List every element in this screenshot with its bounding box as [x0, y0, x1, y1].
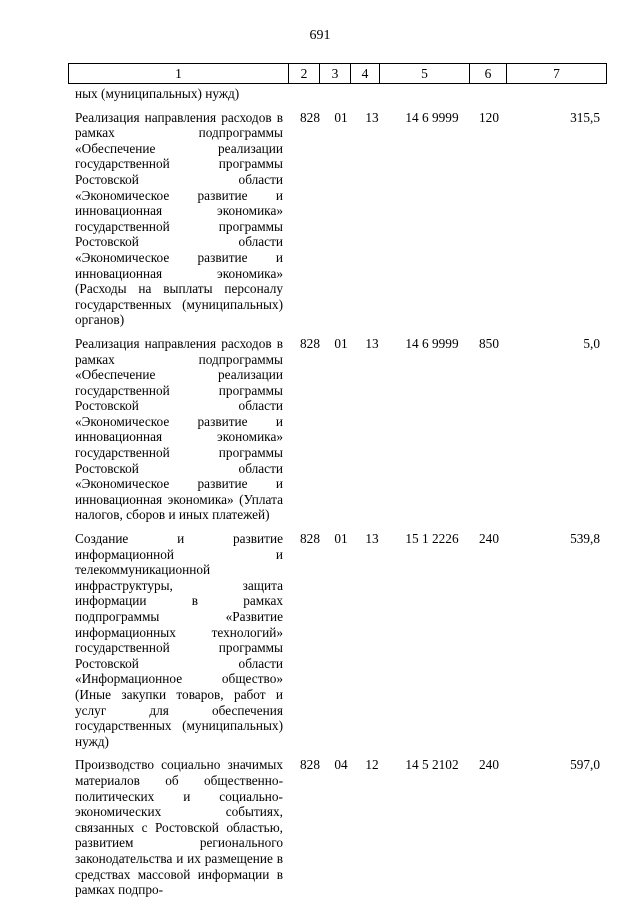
table-body — [75, 86, 605, 898]
row-target-article: 14 5 2102 — [405, 757, 459, 773]
row-code-section: 01 — [334, 531, 348, 547]
header-col-5: 5 — [380, 64, 470, 84]
header-col-4: 4 — [351, 64, 380, 84]
table-row — [75, 531, 605, 749]
header-col-6: 6 — [470, 64, 507, 84]
header-col-7: 7 — [507, 64, 607, 84]
table-row — [75, 757, 605, 897]
page-number: 691 — [309, 28, 331, 43]
row-code-ministry: 828 — [300, 109, 320, 125]
row-description: Реализация направления расходов в рамках подпрограммы «Обеспечение реализации государственной программы Ростовской области «Экономическое развитие и инновационная экономика» государственной программы Ростовской области «Экономическое развитие и инновационная экономика» (Уплата налогов, сборов и иных платежей) — [75, 335, 283, 523]
table-row — [75, 110, 605, 328]
row-code-section: 01 — [334, 335, 348, 351]
row-target-article: 15 1 2226 — [405, 531, 459, 547]
row-description: Создание и развитие информационной и телекоммуникационной инфраструктуры, защита информации в рамках подпрограммы «Развитие информационных технологий» государственной программы Ростовской области «Информационное общество» (Иные закупки товаров, работ и услуг для обеспечения государственных (муниципальных) нужд) — [75, 531, 283, 749]
row-code-subsection: 13 — [365, 531, 379, 547]
row-code-ministry: 828 — [300, 531, 320, 547]
row-expense-type: 120 — [479, 109, 499, 125]
row-description: Реализация направления расходов в рамках подпрограммы «Обеспечение реализации государственной программы Ростовской области «Экономическое развитие и инновационная экономика» государственной программы Ростовской области «Экономическое развитие и инновационная экономика» (Расходы на выплаты персоналу государственных (муниципальных) органов) — [75, 109, 283, 328]
row-expense-type: 850 — [479, 335, 499, 351]
row-amount: 5,0 — [583, 335, 600, 351]
row-code-ministry: 828 — [300, 335, 320, 351]
header-col-2: 2 — [289, 64, 320, 84]
header-row — [69, 64, 607, 84]
row-amount: 539,8 — [570, 531, 600, 547]
row-code-subsection: 12 — [365, 757, 379, 773]
row-target-article: 14 6 9999 — [405, 335, 459, 351]
row-code-subsection: 13 — [365, 109, 379, 125]
table-row — [75, 336, 605, 523]
row-code-ministry: 828 — [300, 757, 320, 773]
row-code-section: 04 — [334, 757, 348, 773]
row-amount: 315,5 — [570, 109, 600, 125]
row-code-subsection: 13 — [365, 335, 379, 351]
row-code-section: 01 — [334, 109, 348, 125]
row-expense-type: 240 — [479, 757, 499, 773]
header-col-3: 3 — [320, 64, 351, 84]
row-amount: 597,0 — [570, 757, 600, 773]
row-description: Производство социально значимых материалов об общественно-политических и социально-экономических событиях, связанных с Ростовской областью, развитием регионального законодательства и их размещение в средствах массовой информации в рамках подпро- — [75, 757, 283, 898]
row-expense-type: 240 — [479, 531, 499, 547]
table-header — [68, 63, 607, 84]
row-target-article: 14 6 9999 — [405, 109, 459, 125]
header-col-1: 1 — [69, 64, 289, 84]
continuation-text: ных (муниципальных) нужд) — [75, 86, 240, 101]
